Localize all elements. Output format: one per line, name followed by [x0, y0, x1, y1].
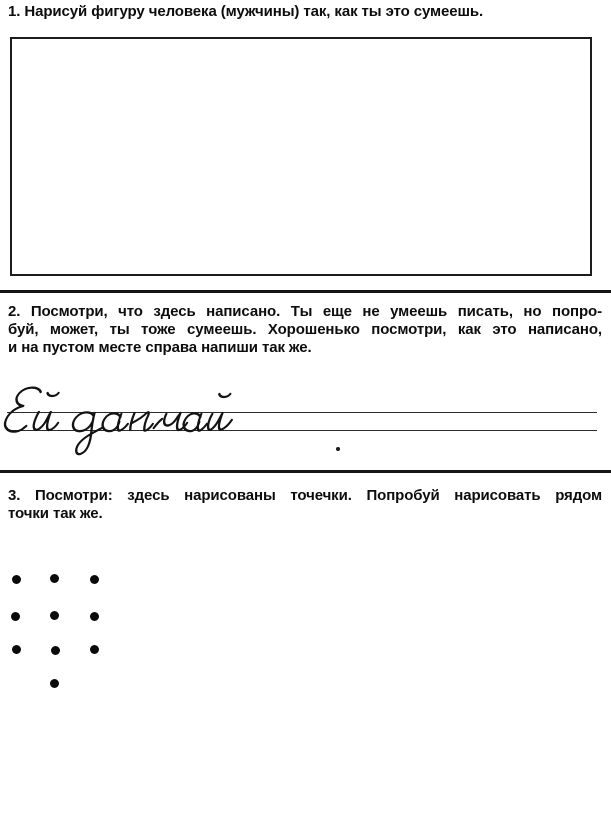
pattern-dot: [50, 679, 59, 688]
task3-instruction: [8, 487, 602, 523]
pattern-dot: [12, 645, 21, 654]
pattern-dot: [11, 612, 20, 621]
pattern-dot: [90, 612, 99, 621]
instruction-line: 3. Посмотри: здесь нарисованы точечки. Попробуй нарисовать рядом: [8, 487, 602, 504]
pattern-dot: [51, 646, 60, 655]
cursive-word-dan: [65, 412, 155, 454]
ink-speck: [336, 447, 340, 451]
section-divider: [0, 470, 611, 473]
pattern-dot: [12, 575, 21, 584]
instruction-line: точки так же.: [8, 505, 103, 522]
instruction-line: и на пустом месте справа напиши так же.: [8, 339, 312, 356]
instruction-line: буй, может, ты тоже сумеешь. Хорошенько посмотри, как это написано,: [8, 321, 602, 338]
pattern-dot: [90, 645, 99, 654]
pattern-dot: [50, 574, 59, 583]
section-divider: [0, 290, 611, 293]
pattern-dot: [90, 575, 99, 584]
pattern-dot: [50, 611, 59, 620]
cursive-word-ey: [3, 388, 67, 432]
task2-instruction: [8, 303, 602, 357]
handwriting-sample-cursive: [0, 383, 245, 465]
task1-instruction-line: 1. Нарисуй фигуру человека (мужчины) так, как ты это сумеешь.: [8, 3, 484, 20]
task1-instruction: [8, 3, 604, 21]
cursive-word-chay: [153, 394, 238, 431]
instruction-line: 2. Посмотри, что здесь написано. Ты еще не умеешь писать, но попро-: [8, 303, 602, 320]
drawing-area-frame[interactable]: [10, 37, 592, 276]
